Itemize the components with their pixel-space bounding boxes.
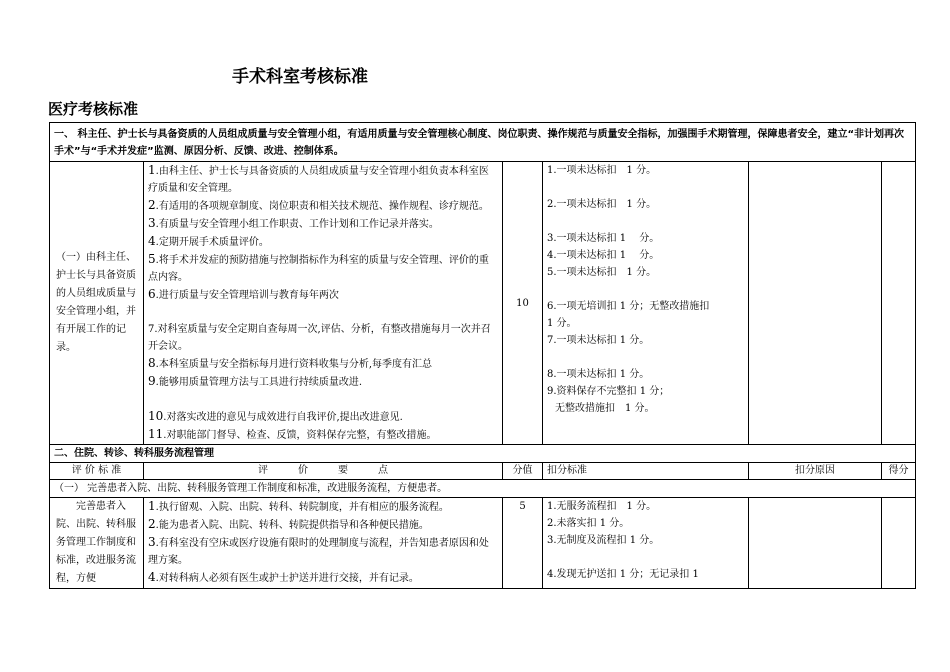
criteria-item: 2.能为患者入院、出院、转科、转院提供指导和各种便民措施。	[148, 517, 429, 531]
col-header-points: 得分	[882, 463, 916, 480]
deduction-item: 4.发现无护送扣 1 分；无记录扣 1	[547, 569, 699, 580]
section2-points-cell[interactable]	[882, 498, 916, 589]
criteria-item: 5.将手术并发症的预防措施与控制指标作为科室的质量与安全管理、评价的重点内容。	[148, 252, 489, 283]
col-header-item: 评 价 标 准	[50, 463, 144, 480]
document-subtitle: 医疗考核标准	[48, 100, 139, 118]
section2-score: 5	[503, 498, 543, 589]
criteria-item: 8.本科室质量与安全指标每月进行资料收集与分析,每季度有汇总	[148, 356, 432, 370]
col-header-criteria: 评 价 要 点	[144, 463, 503, 480]
section2-subheading-row	[50, 480, 916, 498]
criteria-item: 4.定期开展手术质量评价。	[148, 234, 269, 248]
section2-subheading: （一） 完善患者入院、出院、转科服务管理工作制度和标准，改进服务流程，方便患者。	[50, 480, 916, 498]
section1-heading-row	[50, 123, 916, 162]
section2-deductions	[543, 498, 749, 589]
col-header-deduction: 扣分标准	[543, 463, 749, 480]
section2-reason-cell[interactable]	[749, 498, 882, 589]
assessment-table	[49, 122, 916, 589]
section1-points-cell[interactable]	[882, 162, 916, 445]
section2-criteria	[144, 498, 503, 589]
deduction-item: 1 分。	[547, 318, 577, 329]
criteria-item: 4.对转科病人必须有医生或护士护送并进行交接，并有记录。	[148, 570, 419, 584]
section1-score: 10	[503, 162, 543, 445]
col-header-reason: 扣分原因	[749, 463, 882, 480]
document-title: 手术科室考核标准	[232, 67, 368, 87]
section2-item-row	[50, 498, 916, 589]
criteria-item: 11.对职能部门督导、检查、反馈，资料保存完整，有整改措施。	[148, 427, 437, 441]
criteria-item: 1.由科主任、护士长与具备资质的人员组成质量与安全管理小组负责本科室医疗质量和安全管理。	[148, 163, 489, 194]
deduction-item: 3.无制度及流程扣 1 分。	[547, 535, 660, 546]
criteria-item: 2.有适用的各项规章制度、岗位职责和相关技术规范、操作规程、诊疗规范。	[148, 198, 489, 212]
section2-heading-row	[50, 445, 916, 463]
deduction-item: 1.无服务流程扣 1 分。	[547, 501, 657, 512]
col-header-score: 分值	[503, 463, 543, 480]
section1-heading: 一、 科主任、护士长与具备资质的人员组成质量与安全管理小组，有适用质量与安全管理核心制度、岗位职责、操作规范与质量安全指标，加强围手术期管理，保障患者安全，建立“非计划再次手术”与“手术并发症”监测、原因分析、反馈、改进、控制体系。	[50, 123, 916, 162]
deduction-item: 4.一项未达标扣 1 分。	[547, 250, 660, 261]
criteria-item: 10.对落实改进的意见与成效进行自我评价,提出改进意见.	[148, 409, 403, 423]
section1-reason-cell[interactable]	[749, 162, 882, 445]
deduction-item: 6.一项无培训扣 1 分；无整改措施扣	[547, 301, 710, 312]
deduction-item: 无整改措施扣 1 分。	[555, 403, 655, 414]
deduction-item: 2.未落实扣 1 分。	[547, 518, 630, 529]
deduction-item: 2.一项未达标扣 1 分。	[547, 199, 657, 210]
section2-heading: 二、住院、转诊、转科服务流程管理	[50, 445, 916, 463]
section2-item-label: 完善患者入院、出院、转科服务管理工作制度和标准，改进服务流程，方便	[50, 498, 144, 589]
section1-deductions	[543, 162, 749, 445]
deduction-item: 8.一项未达标扣 1 分。	[547, 369, 650, 380]
criteria-item: 3.有质量与安全管理小组工作职责、工作计划和工作记录并落实。	[148, 216, 439, 230]
criteria-item: 1.执行留观、入院、出院、转科、转院制度，并有相应的服务流程。	[148, 499, 449, 513]
section1-item-label: （一）由科主任、护士长与具备资质的人员组成质量与安全管理小组，并有开展工作的记录。	[50, 162, 144, 445]
deduction-item: 1.一项未达标扣 1 分。	[547, 165, 657, 176]
deduction-item: 3.一项未达标扣 1 分。	[547, 233, 660, 244]
deduction-item: 5.一项未达标扣 1 分。	[547, 267, 657, 278]
section1-item-row	[50, 162, 916, 445]
deduction-item: 7.一项未达标扣 1 分。	[547, 335, 650, 346]
criteria-item: 6.进行质量与安全管理培训与教育每年两次	[148, 287, 339, 301]
criteria-item: 9.能够用质量管理方法与工具进行持续质量改进.	[148, 374, 362, 388]
criteria-item: 3.有科室没有空床或医疗设施有限时的处理制度与流程，并告知患者原因和处理方案。	[148, 535, 489, 566]
deduction-item: 9.资料保存不完整扣 1 分；	[547, 386, 670, 397]
section2-column-header	[50, 463, 916, 480]
criteria-item: 7.对科室质量与安全定期自查每周一次,评估、分析，有整改措施每月一次并召开会议。	[148, 324, 491, 352]
section1-criteria	[144, 162, 503, 445]
